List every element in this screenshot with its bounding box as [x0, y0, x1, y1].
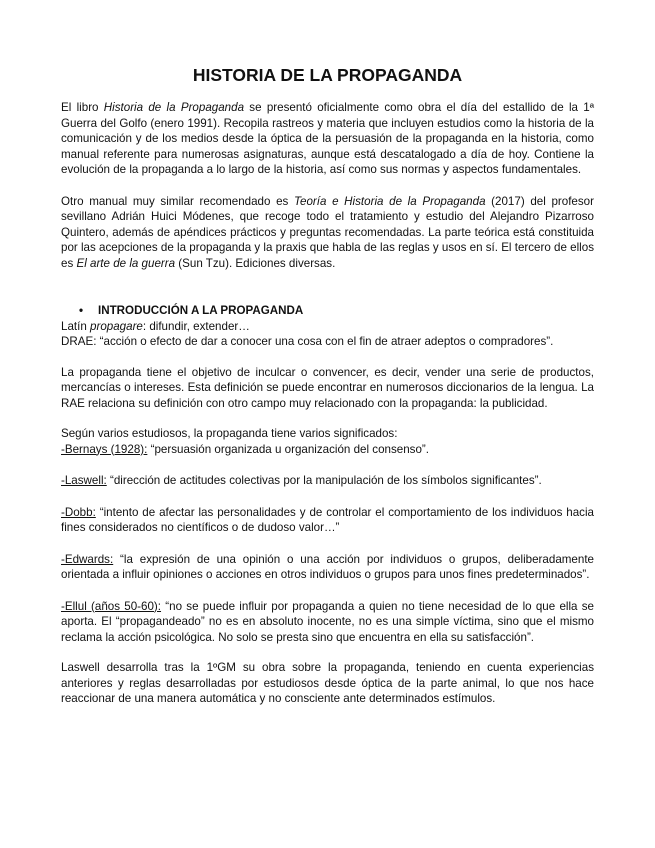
definition-text: “persuasión organizada u organización del consenso”. [147, 442, 430, 456]
definition-ellul [61, 599, 594, 646]
paragraph-second-manual [61, 194, 594, 272]
definition-text: “no se puede influir por propaganda a quien no tiene necesidad de lo que ella se aporta. El “propagandeado” no es en absoluto inocente, no es una simple víctima, sino que el mismo reclama la acción psicológica. No solo se presta sino que encuentra en ella su satisfacción”. [61, 599, 594, 644]
author-label: -Bernays (1928): [61, 442, 148, 456]
paragraph-intro [61, 100, 594, 178]
author-label: -Laswell: [61, 474, 107, 487]
text-run: Latín [61, 319, 91, 333]
text-run: (Sun Tzu). Ediciones diversas. [175, 256, 336, 270]
text-run: El libro [61, 101, 104, 114]
book-title-italic: Historia de la Propaganda [103, 101, 245, 114]
text-run: (2017) del profesor sevillano Adrián Huici Módenes, que recoge todo el tratamiento y estudio del Alejandro Pizarroso Quintero, además de apéndices prácticos y preguntas recomendadas. La parte teórica está constituida por las acepciones de la propaganda y la praxis que habla de las reglas y usos en sí. El tercero de ellos es [61, 194, 594, 270]
definition-bernays [61, 442, 594, 458]
latin-definition [61, 319, 594, 335]
significados-intro: Según varios estudiosos, la propaganda tiene varios significados: [61, 427, 398, 440]
text-run: : difundir, extender… [142, 319, 250, 333]
bullet-icon: • [79, 304, 84, 317]
definition-edwards [61, 552, 594, 583]
author-label: -Ellul (años 50-60): [61, 599, 162, 613]
book-title-italic: Teoría e Historia de la Propaganda [294, 194, 486, 208]
book-title-italic: El arte de la guerra [76, 256, 176, 270]
drae-definition: DRAE: “acción o efecto de dar a conocer una cosa con el fin de atraer adeptos o compradores”. [61, 335, 554, 348]
definition-dobb [61, 505, 594, 536]
definition-text: “la expresión de una opinión o una acción por individuos o grupos, deliberadamente orientada a influir opiniones o acciones en otros individuos o grupos para unos fines predeterminados”. [61, 552, 594, 581]
text-run: se presentó oficialmente como obra el día del estallido de la 1ª Guerra del Golfo (enero 1991). Recopila rastreos y materia que incluyen estudios como la historia de la comunicación y de los medios desde la óptica de la persuasión de la propaganda en la historia, como manual referente para numerosas asignaturas, aunque está descatalogado a día de hoy. Contiene la evolución de la propaganda a lo largo de la historia, así como sus normas y aspectos fundamentales. [61, 101, 594, 176]
definition-text: “dirección de actitudes colectivas por la manipulación de los símbolos significantes”. [106, 474, 542, 487]
author-label: -Dobb: [61, 505, 96, 519]
text-run: Otro manual muy similar recomendado es [61, 194, 294, 208]
latin-term-italic: propagare [90, 319, 143, 333]
definition-laswell [61, 473, 594, 489]
paragraph-laswell-development: Laswell desarrolla tras la 1ºGM su obra sobre la propaganda, teniendo en cuenta experiencias anteriores y reglas desarrolladas por estudiosos desde óptica de la parte animal, lo que nos hace reaccionar de una manera automática y no consciente ante determinados estímulos. [61, 661, 594, 705]
author-label: -Edwards: [61, 552, 114, 566]
definition-text: “intento de afectar las personalidades y de controlar el comportamiento de los individuos hacia fines considerados no científicos o de dudoso valor…” [61, 505, 594, 534]
paragraph-objective: La propaganda tiene el objetivo de inculcar o convencer, es decir, vender una serie de productos, mercancías o intereses. Esta definición se puede encontrar en numerosos diccionarios de la lengua. La RAE relaciona su definición con otro campo muy relacionado con la propaganda: la publicidad. [61, 365, 594, 410]
document-title: HISTORIA DE LA PROPAGANDA [192, 65, 463, 85]
section-heading-text: INTRODUCCIÓN A LA PROPAGANDA [98, 304, 304, 317]
section-heading [61, 303, 594, 319]
document-body [61, 100, 594, 707]
